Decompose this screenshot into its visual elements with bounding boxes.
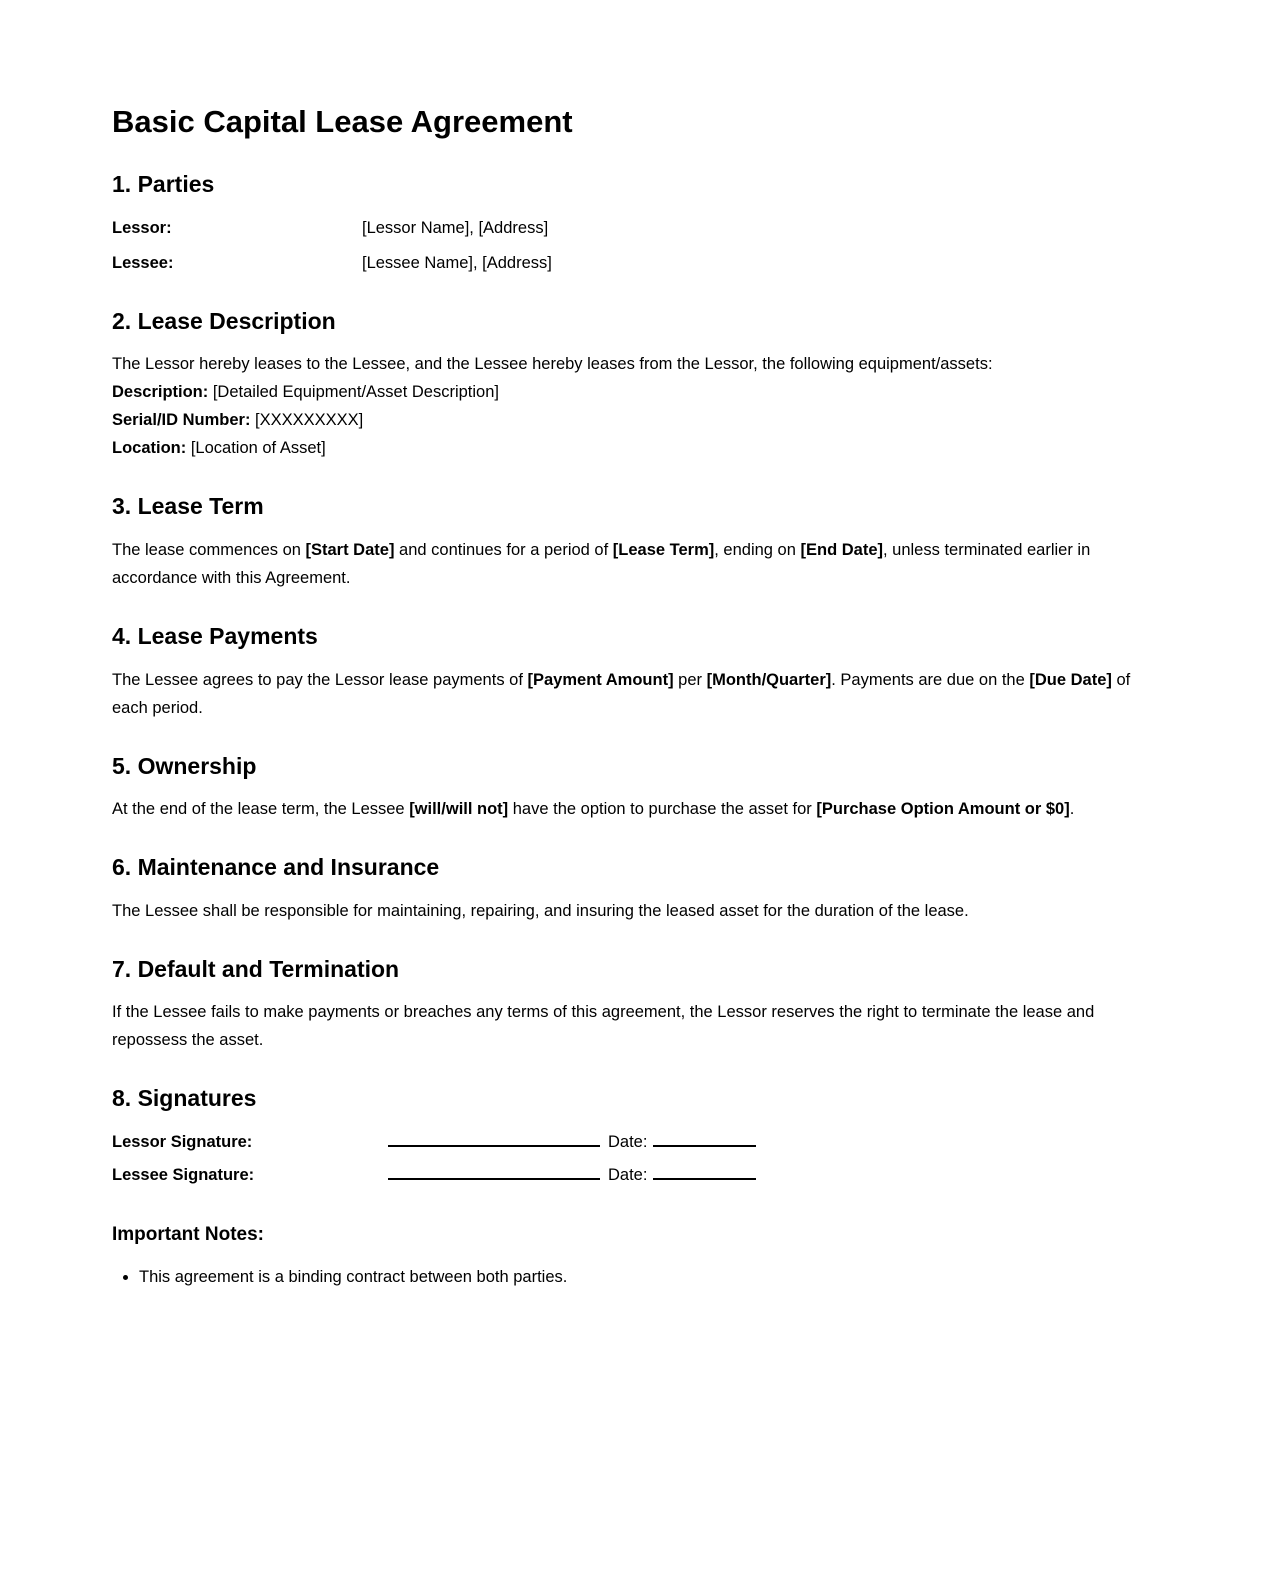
section-heading-lease-term: 3. Lease Term — [112, 493, 264, 520]
important-notes-list — [112, 1263, 1150, 1291]
important-notes-heading: Important Notes: — [112, 1223, 264, 1245]
lease-payments-paragraph — [112, 666, 1150, 722]
lessee-date-label: Date: — [608, 1165, 648, 1184]
ownership-text: . — [1069, 800, 1075, 819]
list-item: • This agreement is a binding contract between both parties. — [139, 1263, 1150, 1291]
section-heading-maintenance: 6. Maintenance and Insurance — [112, 854, 440, 881]
parties-table — [112, 214, 1150, 277]
ownership-text: have the option to purchase the asset for — [508, 800, 817, 819]
ownership-paragraph — [112, 795, 1150, 823]
end-date-placeholder: [End Date] — [800, 540, 883, 559]
will-will-not-placeholder: [will/will not] — [409, 800, 509, 819]
lessee-signature-line[interactable] — [388, 1166, 600, 1180]
month-quarter-placeholder: [Month/Quarter] — [706, 670, 832, 689]
purchase-option-placeholder: [Purchase Option Amount or $0] — [816, 800, 1070, 819]
document-title: Basic Capital Lease Agreement — [112, 104, 573, 139]
section-heading-lease-description: 2. Lease Description — [112, 307, 336, 334]
lessor-signature-line[interactable] — [388, 1133, 600, 1147]
lease-payments-text: The Lessee agrees to pay the Lessor lease payments of — [112, 670, 528, 689]
description-field-label: Description: — [112, 383, 209, 402]
lease-term-text: , unless terminated earlier in accordance with this Agreement. — [112, 540, 1091, 587]
lessor-value: [Lessor Name], [Address] — [362, 218, 549, 237]
lessee-date-line[interactable] — [653, 1166, 756, 1180]
signature-row-lessor — [112, 1128, 1150, 1156]
section-heading-parties: 1. Parties — [112, 171, 215, 198]
maintenance-paragraph: The Lessee shall be responsible for maintaining, repairing, and insuring the leased asset for the duration of the lease. — [112, 901, 969, 920]
due-date-placeholder: [Due Date] — [1029, 670, 1112, 689]
lease-payments-text: of each period. — [112, 670, 1131, 717]
section-heading-ownership: 5. Ownership — [112, 752, 257, 779]
lease-term-text: , ending on — [714, 540, 801, 559]
lessor-signature-label: Lessor Signature: — [112, 1132, 253, 1151]
serial-field-label: Serial/ID Number: — [112, 411, 251, 430]
lessor-label: Lessor: — [112, 218, 172, 237]
payment-amount-placeholder: [Payment Amount] — [527, 670, 674, 689]
lessee-value: [Lessee Name], [Address] — [362, 253, 552, 272]
lessor-date-line[interactable] — [653, 1133, 756, 1147]
lease-payments-text: . Payments are due on the — [831, 670, 1030, 689]
section-heading-signatures: 8. Signatures — [112, 1085, 257, 1112]
lease-description-intro: The Lessor hereby leases to the Lessee, and the Lessee hereby leases from the Lessor, the following equipment/assets: — [112, 355, 993, 374]
lease-payments-text: per — [673, 670, 707, 689]
location-field-value: [Location of Asset] — [186, 439, 326, 458]
default-termination-paragraph: If the Lessee fails to make payments or breaches any terms of this agreement, the Lessor reserves the right to terminate the lease and repossess the asset. — [112, 1003, 1095, 1050]
lease-description-paragraph — [112, 350, 1150, 462]
signatures-table — [112, 1128, 1150, 1189]
ownership-text: At the end of the lease term, the Lessee — [112, 800, 410, 819]
signature-row-lessee — [112, 1161, 1150, 1189]
party-row-lessee — [112, 249, 1150, 277]
section-heading-default-termination: 7. Default and Termination — [112, 955, 400, 982]
serial-field-value: [XXXXXXXXX] — [250, 411, 364, 430]
section-heading-lease-payments: 4. Lease Payments — [112, 622, 318, 649]
party-row-lessor — [112, 214, 1150, 242]
lessee-signature-label: Lessee Signature: — [112, 1165, 255, 1184]
lease-term-placeholder: [Lease Term] — [612, 540, 715, 559]
lease-term-paragraph — [112, 536, 1150, 592]
start-date-placeholder: [Start Date] — [305, 540, 395, 559]
location-field-label: Location: — [112, 439, 187, 458]
lessor-date-label: Date: — [608, 1132, 648, 1151]
description-field-value: [Detailed Equipment/Asset Description] — [208, 383, 499, 402]
lessee-label: Lessee: — [112, 253, 174, 272]
lease-term-text: The lease commences on — [112, 540, 306, 559]
lease-term-text: and continues for a period of — [394, 540, 613, 559]
